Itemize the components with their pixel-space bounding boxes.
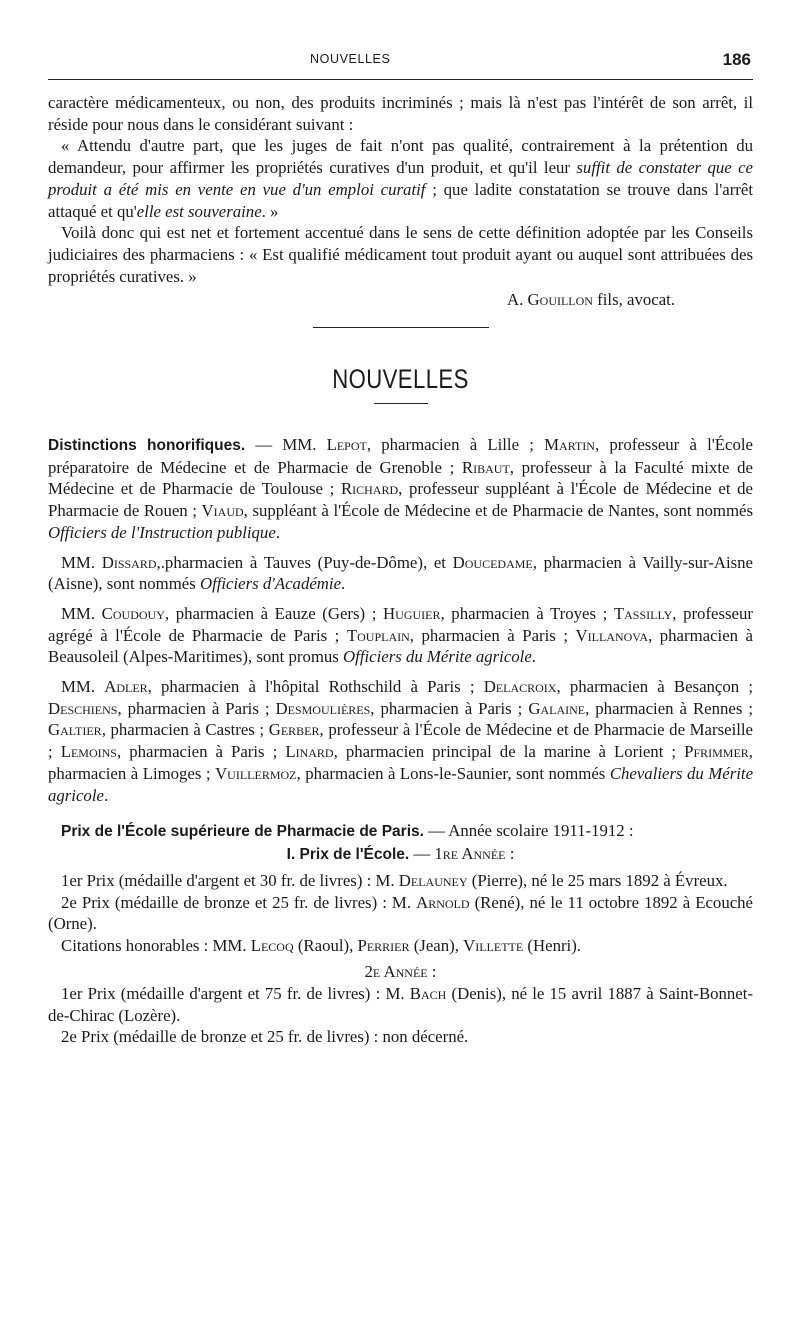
- person-name: Villanova: [575, 625, 649, 645]
- running-title: NOUVELLES: [310, 52, 391, 66]
- distinctions-lead: Distinctions honorifiques.: [48, 437, 246, 455]
- italic-phrase: Chevaliers du Mérite agricole: [48, 763, 754, 805]
- person-name: Perrier: [357, 936, 410, 956]
- prix-annee2-entry-1: [48, 983, 753, 1026]
- text-run: , pharmacien à Paris ;: [409, 625, 576, 645]
- text-run: , pharmacien à Paris ;: [370, 698, 529, 718]
- person-name: Doucedame: [452, 552, 533, 572]
- prix-annee2-heading: 2e Année :: [364, 961, 437, 981]
- signature: [48, 289, 675, 311]
- quote-text: ; que ladite constatation se trouve dans l'arrêt attaqué et qu': [48, 179, 753, 221]
- signature-rest: fils, avocat.: [592, 290, 675, 310]
- paragraph-carryover: caractère médicamenteux, ou non, des produits incriminés ; mais là n'est pas l'intérêt de son arrêt, il réside pour nous dans le considérant suivant :: [48, 93, 753, 134]
- section-heading: NOUVELLES: [332, 364, 469, 395]
- person-name: Touplain: [346, 625, 410, 645]
- text-run: , pharmacien à Limoges ;: [48, 742, 753, 783]
- person-name: Coudouy: [101, 603, 165, 623]
- prix-annee1-entry-2: [48, 892, 753, 935]
- person-name: Richard: [340, 479, 399, 499]
- text-run: .: [531, 647, 536, 667]
- text-run: (Jean),: [409, 936, 464, 956]
- prix-annee1-entry-3: [48, 935, 753, 957]
- person-name: Gerber: [268, 720, 320, 740]
- paragraph-distinctions-1: [48, 434, 753, 544]
- text-run: , pharmacien principal de la marine à Lorient ;: [333, 742, 685, 762]
- person-name: Lepot: [326, 435, 367, 455]
- text-run: (Denis), né le 15 avril 1887 à Saint-Bonnet-de-Chirac (Lozère).: [48, 983, 754, 1025]
- text-run: , professeur à l'École préparatoire de Médecine et de Pharmacie de Grenoble ;: [48, 435, 753, 477]
- text-run: .: [341, 574, 346, 594]
- quote-italic: suffit de constater que ce produit a été mis en vente en vue d'un emploi curatif: [48, 158, 753, 199]
- text-run: Citations honorables : MM.: [61, 936, 251, 956]
- person-name: Deschiens: [48, 698, 118, 718]
- prix-lead-rest: — Année scolaire 1911-1912 :: [423, 821, 634, 841]
- text-run: .: [275, 522, 280, 542]
- prix-annee2-entry-2: [48, 1026, 753, 1048]
- signature-initial: A.: [507, 290, 528, 310]
- person-name: Pfrimmer: [684, 742, 749, 762]
- person-name: Delauney: [398, 870, 468, 890]
- text-run: , pharmacien à Besançon ;: [556, 677, 753, 697]
- text-run: , pharmacien à Eauze (Gers) ;: [164, 603, 384, 623]
- text-run: 2e Prix (médaille de bronze et 25 fr. de livres) : M.: [61, 892, 417, 912]
- person-name: Galtier: [48, 720, 102, 740]
- header-rule: [48, 79, 753, 80]
- paragraph-distinctions-3: [48, 603, 753, 668]
- person-name: Lemoins: [60, 742, 117, 762]
- text-run: 1er Prix (médaille d'argent et 75 fr. de livres) : M.: [61, 983, 410, 1003]
- text-run: MM.: [61, 677, 105, 697]
- signature-name: Gouillon: [527, 290, 593, 310]
- person-name: Bach: [409, 983, 447, 1003]
- text-run: , pharmacien à Troyes ;: [440, 603, 614, 623]
- body-text: [48, 92, 753, 1048]
- person-name: Martin: [544, 435, 595, 455]
- text-run: (René), né le 11 octobre 1892 à Ecouché (Orne).: [48, 892, 753, 934]
- text-run: 1er Prix (médaille d'argent et 30 fr. de livres) : M.: [61, 870, 399, 890]
- paragraph-prix-heading: [48, 820, 753, 843]
- text-run: , pharmacien à Lille ;: [366, 435, 545, 455]
- italic-phrase: Officiers du Mérite agricole: [343, 647, 532, 667]
- person-name: Desmoulières: [275, 698, 371, 718]
- text-run: , pharmacien à Paris ;: [116, 742, 286, 762]
- text-run: , professeur suppléant à l'École de Médecine et de Pharmacie de Rouen ;: [48, 479, 753, 521]
- person-name: Dissard: [101, 552, 157, 572]
- text-run: .: [103, 785, 109, 805]
- text-run: , pharmacien à Paris ;: [117, 698, 276, 718]
- person-name: Villette: [463, 936, 524, 956]
- text-run: , professeur agrégé à l'École de Pharmacie de Paris ;: [48, 603, 753, 645]
- italic-phrase: Officiers de l'Instruction publique: [48, 522, 276, 542]
- italic-phrase: Officiers d'Académie: [199, 574, 342, 594]
- text-run: , pharmacien à l'hôpital Rothschild à Paris ;: [147, 677, 484, 697]
- person-name: Viaud: [201, 501, 244, 521]
- prix-sub-heading-lead: I. Prix de l'École.: [286, 845, 410, 863]
- text-run: , pharmacien à Vailly-sur-Aisne (Aisne), sont nommés: [48, 552, 753, 594]
- prix-lead: Prix de l'École supérieure de Pharmacie de Paris.: [61, 823, 424, 841]
- text-run: , professeur à l'École de Médecine et de Pharmacie de Marseille ;: [48, 720, 754, 762]
- text-run: , suppléant à l'École de Médecine et de Pharmacie de Nantes, sont nommés: [243, 501, 753, 521]
- text-run: ,.pharmacien à Tauves (Puy-de-Dôme), et: [156, 552, 453, 572]
- person-name: Adler: [104, 677, 148, 697]
- text-run: (Pierre), né le 25 mars 1892 à Évreux.: [467, 870, 728, 890]
- person-name: Galaine: [528, 698, 586, 718]
- person-name: Arnold: [416, 892, 470, 912]
- quote-text: « Attendu d'autre part, que les juges de fait n'ont pas qualité, contrairement à la prétention du demandeur, pour affirmer les propriétés curatives d'un produit, et qu'il leur: [48, 136, 753, 178]
- paragraph-distinctions-4: [48, 676, 753, 806]
- text-run: (Henri).: [523, 936, 581, 956]
- text-run: , pharmacien à Castres ;: [101, 720, 269, 740]
- person-name: Lecoq: [250, 936, 294, 956]
- text-run: — MM.: [245, 435, 327, 455]
- person-name: Vuillermoz: [215, 763, 297, 783]
- text-run: , pharmacien à Beausoleil (Alpes-Maritimes), sont promus: [48, 625, 753, 667]
- paragraph-quote: [48, 135, 753, 222]
- running-head: [48, 50, 753, 70]
- prix-annee1-entry-1: [48, 870, 753, 892]
- quote-italic: elle est souveraine: [136, 201, 262, 221]
- text-run: MM.: [61, 603, 102, 623]
- text-run: (Raoul),: [293, 936, 358, 956]
- paragraph-definition: Voilà donc qui est net et fortement accentué dans le sens de cette définition adoptée par les Conseils judiciaires des pharmaciens : « Est qualifié médicament tout produit ayant ou auquel sont attribuées des propriétés curatives. »: [48, 223, 753, 286]
- person-name: Huguier: [383, 603, 441, 623]
- text-run: MM.: [61, 552, 102, 572]
- text-run: , professeur à la Faculté mixte de Médecine et de Pharmacie de Toulouse ;: [48, 457, 753, 499]
- prix-sub-heading-rest: — 1re Année :: [409, 843, 515, 863]
- prix-sub-heading: [48, 843, 753, 866]
- text-run: , pharmacien à Lons-le-Saunier, sont nommés: [296, 763, 610, 783]
- page-number: 186: [722, 50, 751, 69]
- quote-text: . »: [261, 201, 279, 221]
- person-name: Ribaut: [461, 457, 510, 477]
- person-name: Tassilly: [613, 603, 673, 623]
- text-run: , pharmacien à Rennes ;: [585, 698, 753, 718]
- person-name: Linard: [285, 742, 334, 762]
- person-name: Delacroix: [483, 677, 557, 697]
- paragraph-distinctions-2: [48, 552, 753, 595]
- separator-rule: [313, 327, 489, 328]
- text-run: 2e Prix (médaille de bronze et 25 fr. de livres) : non décerné.: [61, 1027, 469, 1047]
